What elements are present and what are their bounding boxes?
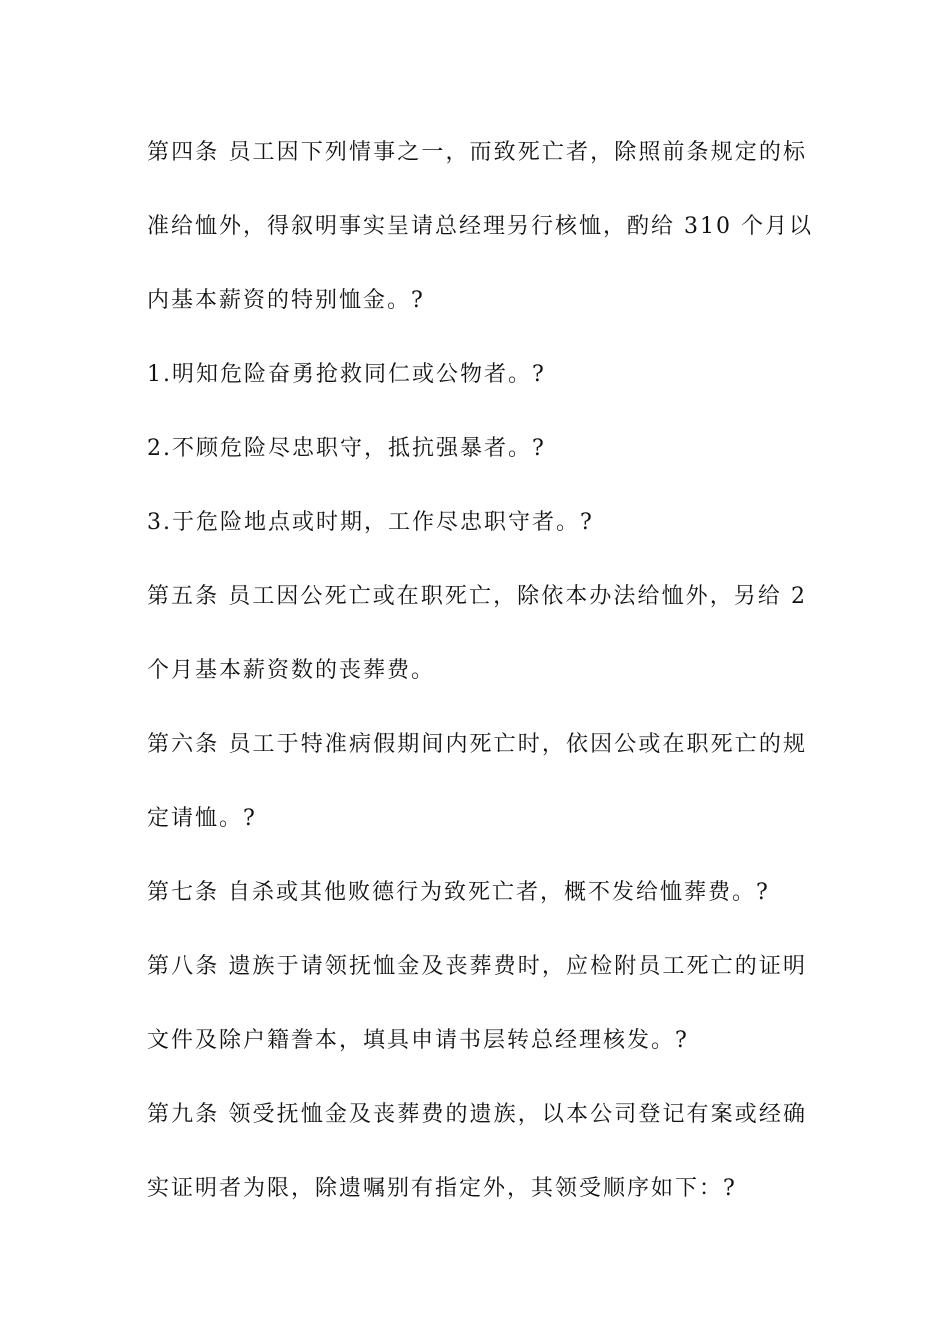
text-line-article-4-part-2: 准给恤外，得叙明事实呈请总经理另行核恤，酌给 310 个月以 (147, 214, 813, 239)
text-line-article-4-part-1: 第四条 员工因下列情事之一，而致死亡者，除照前条规定的标 (147, 140, 807, 165)
text-line-item-1: 1.明知危险奋勇抢救同仁或公物者。? (147, 362, 546, 387)
text-line-article-9-part-1: 第九条 领受抚恤金及丧葬费的遗族，以本公司登记有案或经确 (147, 1102, 807, 1127)
text-line-item-2: 2.不顾危险尽忠职守，抵抗强暴者。? (147, 436, 546, 461)
text-line-article-6-part-1: 第六条 员工于特准病假期间内死亡时，依因公或在职死亡的规 (147, 732, 807, 757)
text-line-article-9-part-2: 实证明者为限，除遗嘱别有指定外，其领受顺序如下：? (147, 1176, 737, 1201)
text-line-item-3: 3.于危险地点或时期，工作尽忠职守者。? (147, 510, 594, 535)
text-line-article-5-part-1: 第五条 员工因公死亡或在职死亡，除依本办法给恤外，另给 2 (147, 584, 807, 609)
text-line-article-4-part-3: 内基本薪资的特别恤金。? (147, 288, 425, 313)
text-line-article-8-part-1: 第八条 遗族于请领抚恤金及丧葬费时，应检附员工死亡的证明 (147, 954, 807, 979)
text-line-article-6-part-2: 定请恤。? (147, 806, 257, 831)
text-line-article-7: 第七条 自杀或其他败德行为致死亡者，概不发给恤葬费。? (147, 880, 770, 905)
document-body (147, 128, 813, 1238)
text-line-article-8-part-2: 文件及除户籍誊本，填具申请书层转总经理核发。? (147, 1028, 689, 1053)
text-line-article-5-part-2: 个月基本薪资数的丧葬费。 (147, 658, 436, 683)
